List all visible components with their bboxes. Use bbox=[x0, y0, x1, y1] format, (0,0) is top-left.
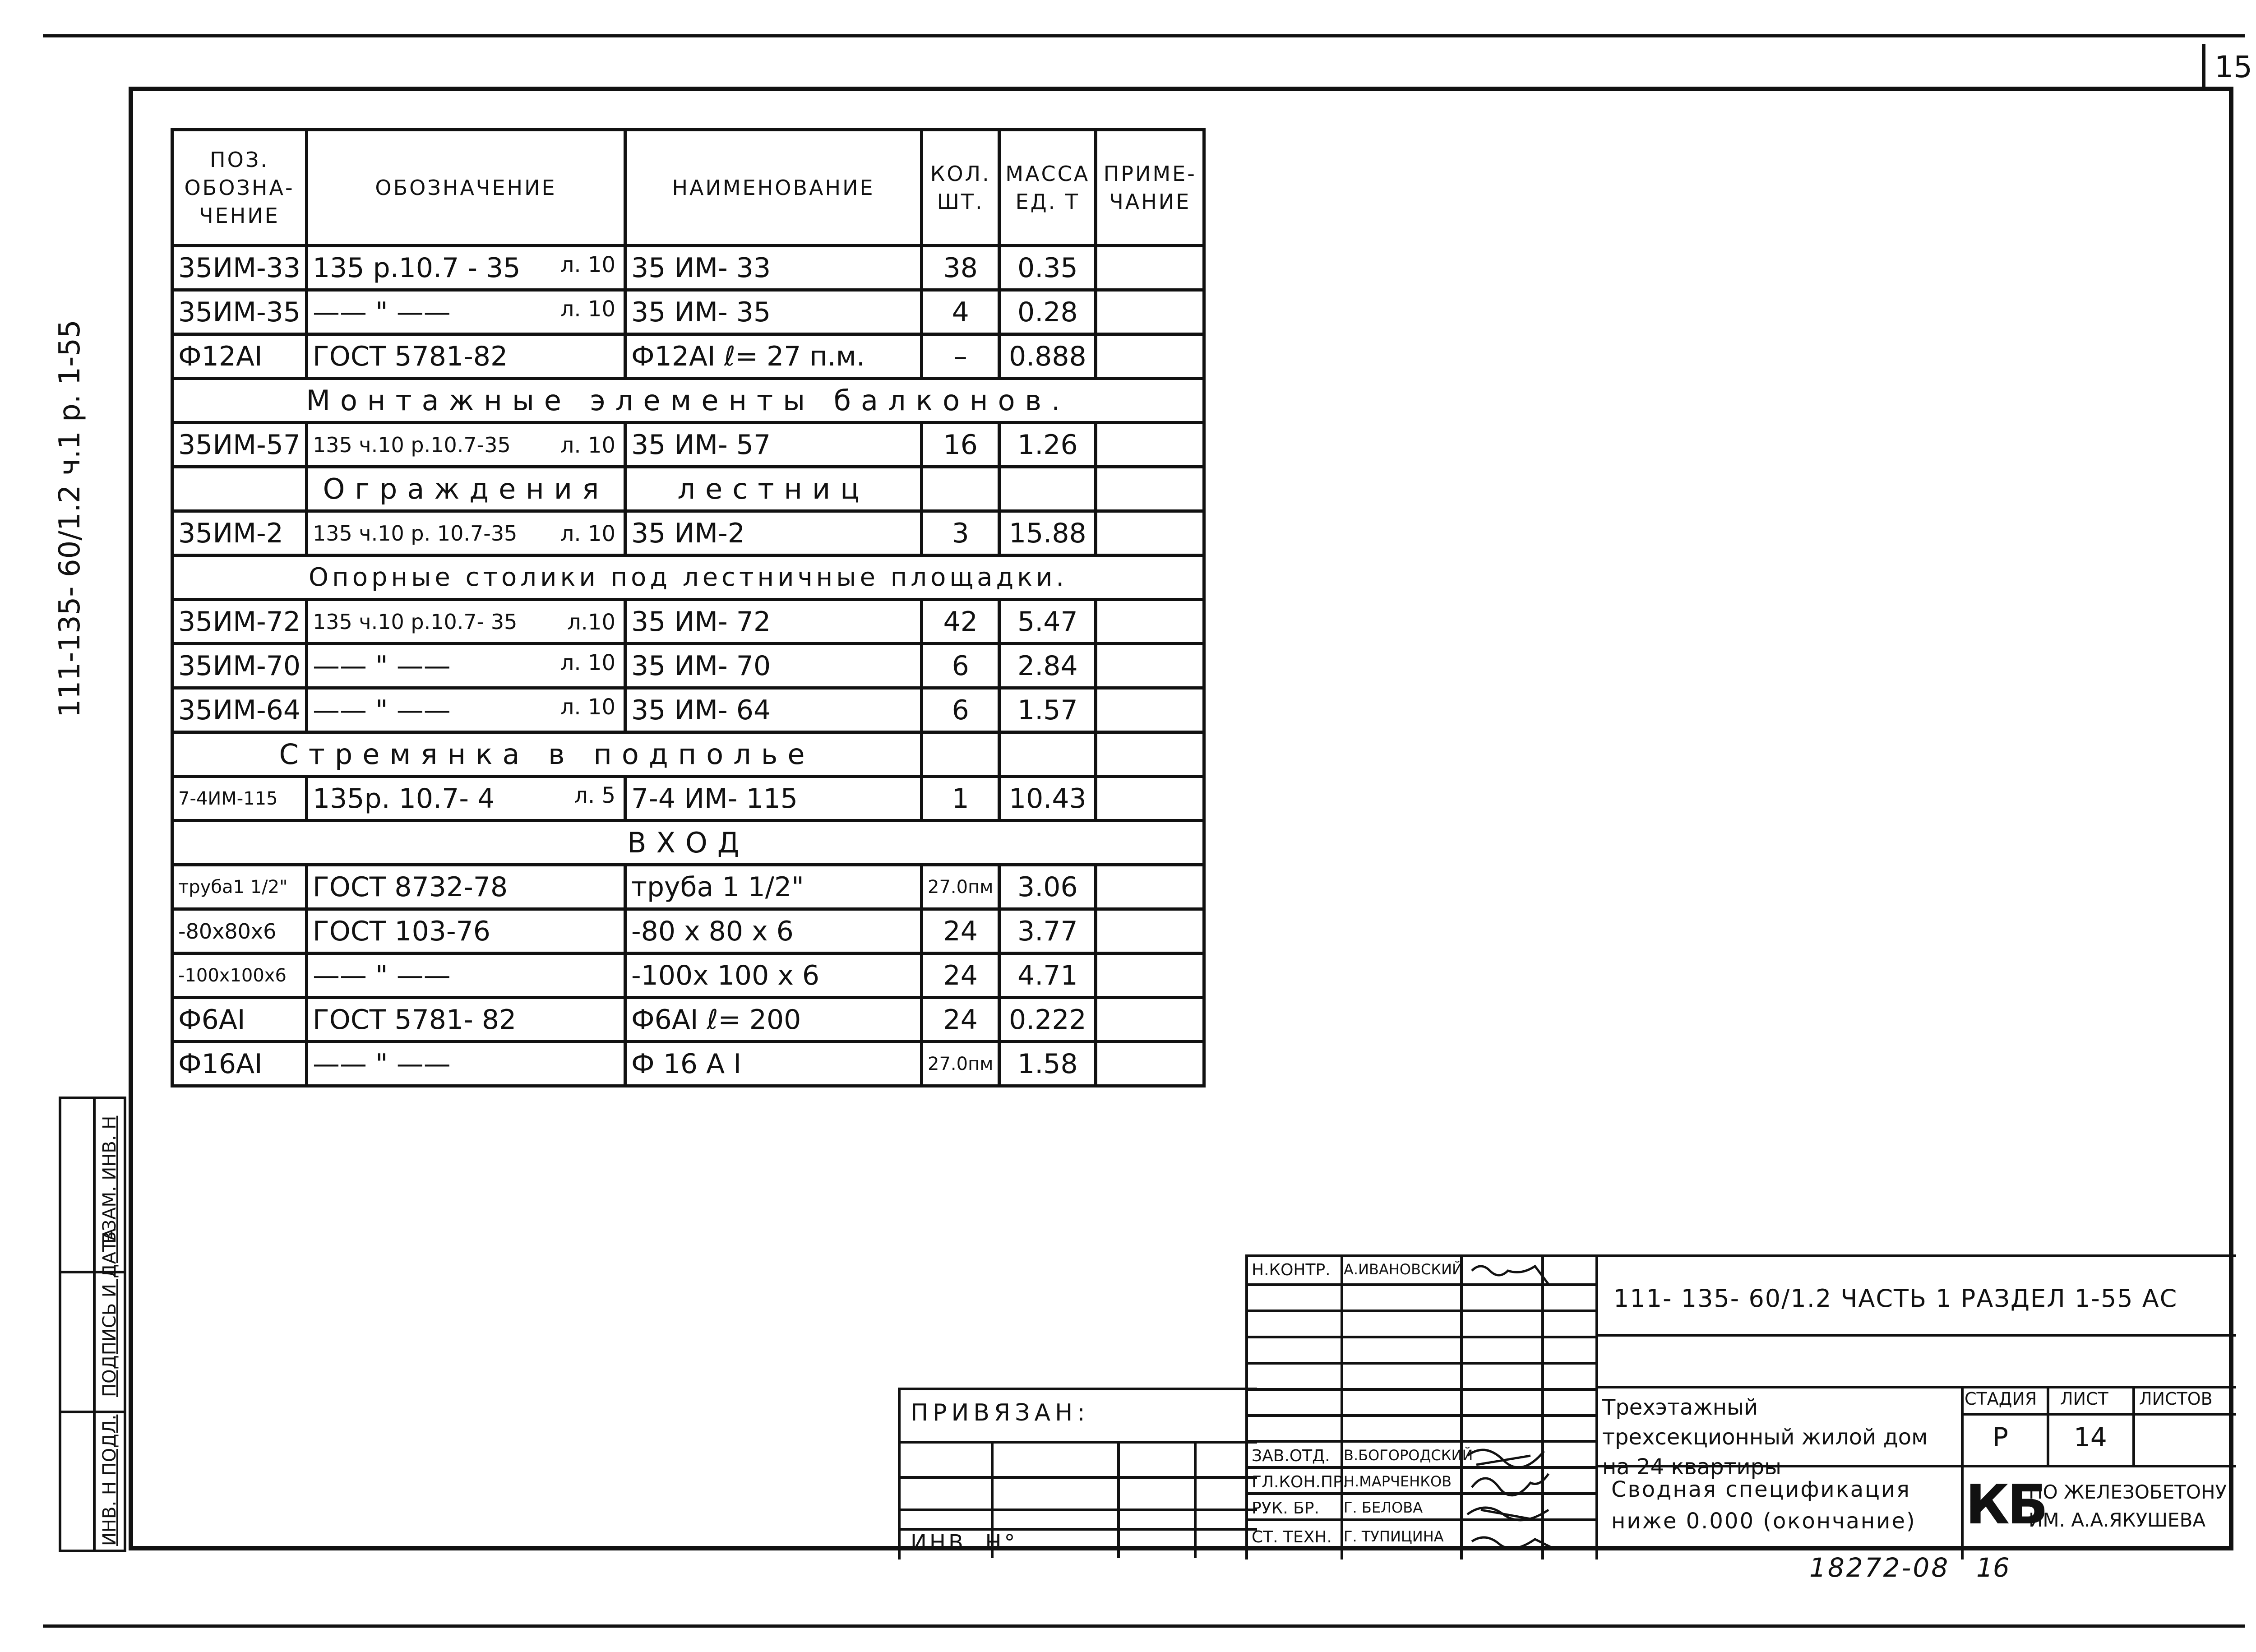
spec-note-cell bbox=[1096, 688, 1204, 732]
spec-row bbox=[172, 334, 1204, 379]
spec-empty-cell bbox=[999, 732, 1096, 777]
spec-qty-cell: 27.0пм bbox=[922, 1042, 999, 1086]
spec-designation-text: 135 ч.10 р. 10.7-35 bbox=[313, 521, 518, 546]
spec-name-cell: 35 ИМ- 64 bbox=[625, 688, 922, 732]
signer-zavotd-name: В.БОГОРОДСКИЙ bbox=[1344, 1447, 1473, 1464]
spec-note-cell bbox=[1096, 600, 1204, 644]
spec-sheet-ref: л. 10 bbox=[560, 650, 615, 676]
spec-empty-cell bbox=[922, 732, 999, 777]
spec-header-cell: ПРИМЕ- ЧАНИЕ bbox=[1096, 130, 1204, 246]
spec-name-cell: -80 х 80 х 6 bbox=[625, 909, 922, 953]
spec-row bbox=[172, 246, 1204, 290]
spec-section-row bbox=[172, 555, 1204, 600]
spec-mass-cell: 0.222 bbox=[999, 998, 1096, 1042]
signer-rukbr-role: РУК. БР. bbox=[1252, 1499, 1319, 1518]
spec-section-row bbox=[172, 467, 1204, 511]
inv-number-label: ИНВ. Н° bbox=[911, 1530, 1018, 1555]
spec-name-cell: Ф12АI ℓ= 27 п.м. bbox=[625, 334, 922, 379]
spec-pos-cell: 35ИМ-64 bbox=[172, 688, 307, 732]
spec-sheet-ref: л. 10 bbox=[560, 296, 615, 322]
spec-section-title: Опорные столики под лестничные площадки. bbox=[172, 555, 1204, 600]
spec-pos-cell: 35ИМ-72 bbox=[172, 600, 307, 644]
spec-designation-cell bbox=[307, 777, 625, 821]
spec-empty-cell bbox=[1096, 732, 1204, 777]
spec-pos-cell: -100х100х6 bbox=[172, 953, 307, 998]
side-label-vzam-inv: ВЗАМ. ИНВ. Н bbox=[99, 1115, 120, 1244]
spec-mass-cell: 5.47 bbox=[999, 600, 1096, 644]
spec-section-row bbox=[172, 821, 1204, 865]
spec-name-cell: -100х 100 х 6 bbox=[625, 953, 922, 998]
spec-note-cell bbox=[1096, 865, 1204, 909]
org-logo: КБ bbox=[1965, 1474, 2046, 1536]
sheet-value: 14 bbox=[2074, 1422, 2107, 1453]
spec-name-cell: 35 ИМ- 72 bbox=[625, 600, 922, 644]
spec-note-cell bbox=[1096, 511, 1204, 555]
sheet-number: 15 bbox=[2214, 50, 2252, 84]
spec-note-cell bbox=[1096, 423, 1204, 467]
spec-mass-cell: 0.35 bbox=[999, 246, 1096, 290]
spec-sheet-ref: л. 10 bbox=[560, 432, 615, 458]
spec-header-cell: ОБОЗНАЧЕНИЕ bbox=[307, 130, 625, 246]
spec-qty-cell: 38 bbox=[922, 246, 999, 290]
spec-designation-text: ГОСТ 8732-78 bbox=[313, 871, 508, 903]
signer-zavotd-role: ЗАВ.ОТД. bbox=[1252, 1447, 1330, 1465]
spec-section-title: ВХОД bbox=[172, 821, 1204, 865]
stage-label: СТАДИЯ bbox=[1965, 1389, 2037, 1409]
project-title: Трехэтажный трехсекционный жилой дом на 24 квартиры bbox=[1602, 1395, 1928, 1480]
spec-name-cell: 35 ИМ- 57 bbox=[625, 423, 922, 467]
spec-section-row bbox=[172, 379, 1204, 423]
spec-row bbox=[172, 423, 1204, 467]
spec-qty-cell: 4 bbox=[922, 290, 999, 334]
spec-pos-cell: Ф12АI bbox=[172, 334, 307, 379]
spec-designation-cell bbox=[307, 953, 625, 998]
spec-qty-cell: 3 bbox=[922, 511, 999, 555]
spec-note-cell bbox=[1096, 246, 1204, 290]
spec-designation-text: ГОСТ 5781-82 bbox=[313, 340, 508, 372]
spec-pos-cell: 7-4ИМ-115 bbox=[172, 777, 307, 821]
spec-section-title: Ограждения bbox=[307, 467, 625, 511]
spec-mass-cell: 10.43 bbox=[999, 777, 1096, 821]
document-code: 111- 135- 60/1.2 ЧАСТЬ 1 РАЗДЕЛ 1-55 АС bbox=[1613, 1284, 2178, 1313]
spec-pos-cell: труба1 1/2" bbox=[172, 865, 307, 909]
spec-pos-cell: 35ИМ-57 bbox=[172, 423, 307, 467]
spec-sheet-ref: л.10 bbox=[567, 609, 615, 635]
spec-designation-text: 135 ч.10 р.10.7-35 bbox=[313, 432, 511, 457]
spec-name-cell: 35 ИМ- 70 bbox=[625, 644, 922, 688]
spec-section-title: Монтажные элементы балконов. bbox=[172, 379, 1204, 423]
spec-designation-cell bbox=[307, 290, 625, 334]
spec-designation-cell bbox=[307, 1042, 625, 1086]
spec-note-cell bbox=[1096, 777, 1204, 821]
spec-note-cell bbox=[1096, 1042, 1204, 1086]
spec-designation-text: 135 ч.10 р.10.7- 35 bbox=[313, 609, 518, 634]
spec-qty-cell: 27.0пм bbox=[922, 865, 999, 909]
spec-designation-cell bbox=[307, 865, 625, 909]
top-rule bbox=[43, 34, 2245, 37]
spec-designation-text: —— " —— bbox=[313, 959, 451, 991]
spec-designation-text: ГОСТ 103-76 bbox=[313, 915, 490, 947]
spec-mass-cell: 0.888 bbox=[999, 334, 1096, 379]
spec-designation-cell bbox=[307, 423, 625, 467]
spec-row bbox=[172, 777, 1204, 821]
side-label-podpis-data: ПОДПИСЬ И ДАТА bbox=[99, 1228, 120, 1397]
spec-name-cell: 35 ИМ-2 bbox=[625, 511, 922, 555]
spec-qty-cell: 24 bbox=[922, 953, 999, 998]
spec-section-title: Стремянка в подполье bbox=[172, 732, 922, 777]
spec-header-cell: КОЛ. ШТ. bbox=[922, 130, 999, 246]
spec-empty-cell bbox=[172, 467, 307, 511]
spec-name-cell: Ф6АI ℓ= 200 bbox=[625, 998, 922, 1042]
spec-designation-text: ГОСТ 5781- 82 bbox=[313, 1004, 517, 1036]
spec-mass-cell: 3.77 bbox=[999, 909, 1096, 953]
signer-sttekhn-name: Г. ТУПИЦИНА bbox=[1344, 1528, 1444, 1545]
spec-qty-cell: 6 bbox=[922, 688, 999, 732]
spec-name-cell: 7-4 ИМ- 115 bbox=[625, 777, 922, 821]
spec-qty-cell: 42 bbox=[922, 600, 999, 644]
spec-designation-text: —— " —— bbox=[313, 694, 451, 726]
spec-row bbox=[172, 290, 1204, 334]
spec-row bbox=[172, 909, 1204, 953]
sheet-title: Сводная спецификация ниже 0.000 (окончание) bbox=[1611, 1477, 1916, 1534]
spec-header-cell: НАИМЕНОВАНИЕ bbox=[625, 130, 922, 246]
spec-row bbox=[172, 644, 1204, 688]
spec-designation-cell bbox=[307, 511, 625, 555]
spec-note-cell bbox=[1096, 644, 1204, 688]
sheets-label: ЛИСТОВ bbox=[2139, 1389, 2213, 1409]
spec-designation-cell bbox=[307, 246, 625, 290]
spec-designation-cell bbox=[307, 909, 625, 953]
signature-marks bbox=[1463, 1257, 1594, 1559]
privyazan-block bbox=[898, 1388, 1257, 1559]
signer-rukbr-name: Г. БЕЛОВА bbox=[1344, 1499, 1423, 1516]
spec-row bbox=[172, 953, 1204, 998]
spec-row bbox=[172, 511, 1204, 555]
spec-header-row bbox=[172, 130, 1204, 246]
signer-sttekhn-role: СТ. ТЕХН. bbox=[1252, 1528, 1332, 1546]
spec-designation-text: —— " —— bbox=[313, 296, 451, 328]
spec-designation-text: —— " —— bbox=[313, 1048, 451, 1080]
spec-mass-cell: 0.28 bbox=[999, 290, 1096, 334]
spec-name-cell: труба 1 1/2" bbox=[625, 865, 922, 909]
side-stamp bbox=[59, 1097, 126, 1552]
spec-designation-cell bbox=[307, 600, 625, 644]
spec-pos-cell: 35ИМ-70 bbox=[172, 644, 307, 688]
spec-header-cell: МАССА ЕД. Т bbox=[999, 130, 1096, 246]
specification-table bbox=[171, 128, 1206, 1087]
vertical-document-code: 111-135- 60/1.2 ч.1 р. 1-55 bbox=[53, 319, 87, 717]
spec-row bbox=[172, 865, 1204, 909]
spec-designation-text: 135р. 10.7- 4 bbox=[313, 782, 495, 814]
spec-row bbox=[172, 600, 1204, 644]
sheet-label: ЛИСТ bbox=[2060, 1389, 2108, 1409]
spec-designation-cell bbox=[307, 688, 625, 732]
spec-empty-cell bbox=[922, 467, 999, 511]
spec-qty-cell: 6 bbox=[922, 644, 999, 688]
spec-qty-cell: – bbox=[922, 334, 999, 379]
spec-designation-cell bbox=[307, 334, 625, 379]
spec-section-title: лестниц bbox=[625, 467, 922, 511]
signer-glkon-name: Н.МАРЧЕНКОВ bbox=[1344, 1473, 1452, 1490]
spec-pos-cell: Ф16АI bbox=[172, 1042, 307, 1086]
spec-header-cell: ПОЗ. ОБОЗНА- ЧЕНИЕ bbox=[172, 130, 307, 246]
signer-glkon-role: ГЛ.КОН.ПР. bbox=[1252, 1473, 1348, 1491]
spec-row bbox=[172, 998, 1204, 1042]
spec-sheet-ref: л. 10 bbox=[560, 521, 615, 546]
spec-qty-cell: 24 bbox=[922, 998, 999, 1042]
signer-nkontr-role: Н.КОНТР. bbox=[1252, 1261, 1331, 1279]
spec-pos-cell: Ф6АI bbox=[172, 998, 307, 1042]
spec-mass-cell: 4.71 bbox=[999, 953, 1096, 998]
spec-qty-cell: 24 bbox=[922, 909, 999, 953]
spec-designation-cell bbox=[307, 998, 625, 1042]
spec-mass-cell: 3.06 bbox=[999, 865, 1096, 909]
spec-pos-cell: -80х80х6 bbox=[172, 909, 307, 953]
title-block bbox=[1245, 1254, 2236, 1559]
bottom-rule bbox=[43, 1624, 2245, 1628]
spec-designation-text: 135 р.10.7 - 35 bbox=[313, 252, 521, 284]
archive-number: 18272-08 bbox=[1809, 1552, 1950, 1583]
archive-page: 16 bbox=[1976, 1552, 2010, 1583]
spec-sheet-ref: л. 10 bbox=[560, 694, 615, 720]
spec-designation-cell bbox=[307, 644, 625, 688]
spec-designation-text: —— " —— bbox=[313, 650, 451, 682]
spec-qty-cell: 1 bbox=[922, 777, 999, 821]
spec-section-row bbox=[172, 732, 1204, 777]
spec-note-cell bbox=[1096, 953, 1204, 998]
spec-note-cell bbox=[1096, 998, 1204, 1042]
spec-pos-cell: 35ИМ-35 bbox=[172, 290, 307, 334]
spec-mass-cell: 1.58 bbox=[999, 1042, 1096, 1086]
spec-row bbox=[172, 1042, 1204, 1086]
spec-mass-cell: 1.26 bbox=[999, 423, 1096, 467]
spec-pos-cell: 35ИМ-33 bbox=[172, 246, 307, 290]
stage-value: Р bbox=[1992, 1422, 2008, 1453]
privyazan-label: ПРИВЯЗАН: bbox=[911, 1399, 1090, 1426]
signer-nkontr-name: А.ИВАНОВСКИЙ bbox=[1344, 1261, 1463, 1278]
org-name: ПО ЖЕЛЕЗОБЕТОНУ ИМ. А.А.ЯКУШЕВА bbox=[2029, 1481, 2227, 1531]
spec-name-cell: 35 ИМ- 35 bbox=[625, 290, 922, 334]
spec-name-cell: Ф 16 А I bbox=[625, 1042, 922, 1086]
spec-mass-cell: 2.84 bbox=[999, 644, 1096, 688]
spec-mass-cell: 1.57 bbox=[999, 688, 1096, 732]
spec-note-cell bbox=[1096, 334, 1204, 379]
spec-name-cell: 35 ИМ- 33 bbox=[625, 246, 922, 290]
spec-note-cell bbox=[1096, 909, 1204, 953]
side-label-inv-podl: ИНВ. Н ПОДЛ. bbox=[99, 1414, 120, 1546]
spec-empty-cell bbox=[1096, 467, 1204, 511]
spec-pos-cell: 35ИМ-2 bbox=[172, 511, 307, 555]
spec-row bbox=[172, 688, 1204, 732]
spec-qty-cell: 16 bbox=[922, 423, 999, 467]
spec-sheet-ref: л. 10 bbox=[560, 252, 615, 278]
spec-empty-cell bbox=[999, 467, 1096, 511]
spec-mass-cell: 15.88 bbox=[999, 511, 1096, 555]
spec-sheet-ref: л. 5 bbox=[574, 782, 615, 808]
spec-note-cell bbox=[1096, 290, 1204, 334]
